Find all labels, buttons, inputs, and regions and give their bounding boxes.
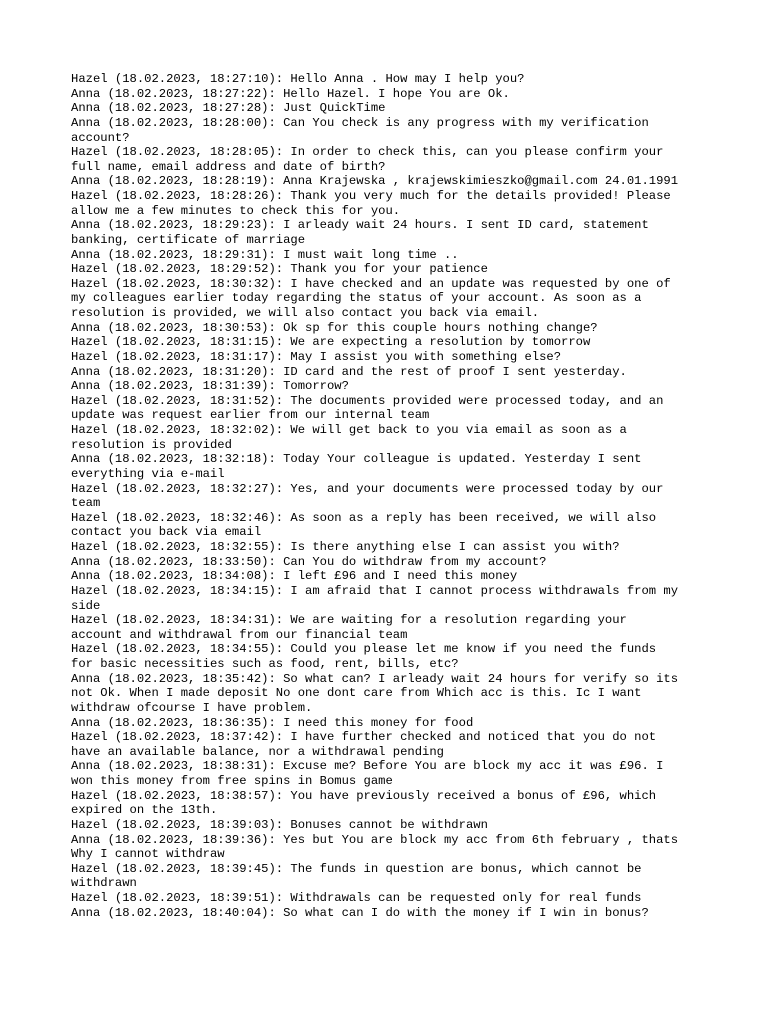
transcript-line: Hazel (18.02.2023, 18:37:42): I have further checked and noticed that you do not [71,730,657,745]
transcript-line: Hazel (18.02.2023, 18:31:52): The documents provided were processed today, and an [71,393,664,408]
transcript-line: Anna (18.02.2023, 18:28:19): Anna Krajewska , krajewskimieszko@gmail.com 24.01.1991 [71,174,679,189]
transcript-line: account and withdrawal from our financial team [71,627,408,642]
chat-transcript [71,72,711,920]
transcript-line: Hazel (18.02.2023, 18:30:32): I have checked and an update was requested by one of [71,276,671,291]
transcript-line: full name, email address and date of birth? [71,159,386,174]
transcript-line: for basic necessities such as food, rent, bills, etc? [71,657,459,671]
transcript-line: Anna (18.02.2023, 18:28:00): Can You check is any progress with my verification [71,115,649,130]
transcript-line: Hazel (18.02.2023, 18:39:45): The funds in question are bonus, which cannot be [71,861,642,876]
transcript-line: Hazel (18.02.2023, 18:32:46): As soon as a reply has been received, we will also [71,510,657,525]
transcript-line: Anna (18.02.2023, 18:36:35): I need this money for food [71,715,474,730]
transcript-line: team [71,496,101,511]
transcript-line: not Ok. When I made deposit No one dont care from Which acc is this. Ic I want [71,686,642,701]
transcript-line: Hazel (18.02.2023, 18:28:26): Thank you very much for the details provided! Please [71,189,671,203]
transcript-line: side [71,598,101,613]
transcript-line: Hazel (18.02.2023, 18:34:55): Could you please let me know if you need the funds [71,642,657,657]
transcript-line: Anna (18.02.2023, 18:30:53): Ok sp for this couple hours nothing change? [71,320,598,335]
transcript-line: account? [71,130,130,145]
transcript-line: Hazel (18.02.2023, 18:31:17): May I assist you with something else? [71,349,562,364]
transcript-line: Anna (18.02.2023, 18:40:04): So what can I do with the money if I win in bonus? [71,905,649,920]
transcript-line: banking, certificate of marriage [71,232,306,247]
transcript-line: expired on the 13th. [71,803,218,818]
transcript-line: Anna (18.02.2023, 18:31:39): Tomorrow? [71,379,349,394]
transcript-line: Why I cannot withdraw [71,847,225,862]
transcript-line: Hazel (18.02.2023, 18:32:55): Is there anything else I can assist you with? [71,540,620,554]
transcript-line: everything via e-mail [71,466,225,481]
transcript-line: resolution is provided, we will also contact you back via email. [71,306,540,320]
transcript-line: Anna (18.02.2023, 18:27:22): Hello Hazel. I hope You are Ok. [71,86,510,101]
transcript-line: Hazel (18.02.2023, 18:39:03): Bonuses cannot be withdrawn [71,817,488,832]
transcript-line: withdrawn [71,876,137,891]
transcript-line: Anna (18.02.2023, 18:32:18): Today Your colleague is updated. Yesterday I sent [71,452,642,467]
transcript-line: Hazel (18.02.2023, 18:34:31): We are waiting for a resolution regarding your [71,613,627,628]
transcript-line: Anna (18.02.2023, 18:39:36): Yes but You are block my acc from 6th february , thats [71,832,679,847]
transcript-line: Hazel (18.02.2023, 18:29:52): Thank you for your patience [71,262,488,277]
transcript-line: Anna (18.02.2023, 18:27:28): Just QuickTime [71,101,386,116]
transcript-line: Hazel (18.02.2023, 18:34:15): I am afraid that I cannot process withdrawals from my [71,583,679,598]
transcript-line: Hazel (18.02.2023, 18:28:05): In order to check this, can you please confirm your [71,145,664,160]
transcript-line: Anna (18.02.2023, 18:31:20): ID card and the rest of proof I sent yesterday. [71,364,627,379]
transcript-line: Anna (18.02.2023, 18:35:42): So what can? I arleady wait 24 hours for verify so its [71,671,679,686]
transcript-line: Hazel (18.02.2023, 18:27:10): Hello Anna . How may I help you? [71,72,525,86]
transcript-line: contact you back via email [71,525,262,540]
transcript-line: resolution is provided [71,437,232,452]
transcript-line: allow me a few minutes to check this for you. [71,203,401,218]
transcript-line: Hazel (18.02.2023, 18:38:57): You have previously received a bonus of £96, which [71,788,657,803]
transcript-line: won this money from free spins in Bomus game [71,774,393,788]
transcript-line: Anna (18.02.2023, 18:38:31): Excuse me? Before You are block my acc it was £96. I [71,759,664,774]
transcript-line: my colleagues earlier today regarding the status of your account. As soon as a [71,291,642,306]
transcript-line: Anna (18.02.2023, 18:29:23): I arleady wait 24 hours. I sent ID card, statement [71,218,649,233]
transcript-line: withdraw ofcourse I have problem. [71,700,313,715]
transcript-line: have an available balance, nor a withdrawal pending [71,744,444,759]
transcript-line: Hazel (18.02.2023, 18:32:27): Yes, and your documents were processed today by our [71,481,664,496]
transcript-line: Anna (18.02.2023, 18:29:31): I must wait long time .. [71,247,459,262]
transcript-line: Hazel (18.02.2023, 18:32:02): We will get back to you via email as soon as a [71,423,627,437]
transcript-line: Anna (18.02.2023, 18:34:08): I left £96 and I need this money [71,569,518,584]
transcript-line: update was request earlier from our internal team [71,408,430,423]
transcript-line: Hazel (18.02.2023, 18:39:51): Withdrawals can be requested only for real funds [71,891,642,905]
transcript-line: Anna (18.02.2023, 18:33:50): Can You do withdraw from my account? [71,554,547,569]
transcript-line: Hazel (18.02.2023, 18:31:15): We are expecting a resolution by tomorrow [71,335,591,350]
